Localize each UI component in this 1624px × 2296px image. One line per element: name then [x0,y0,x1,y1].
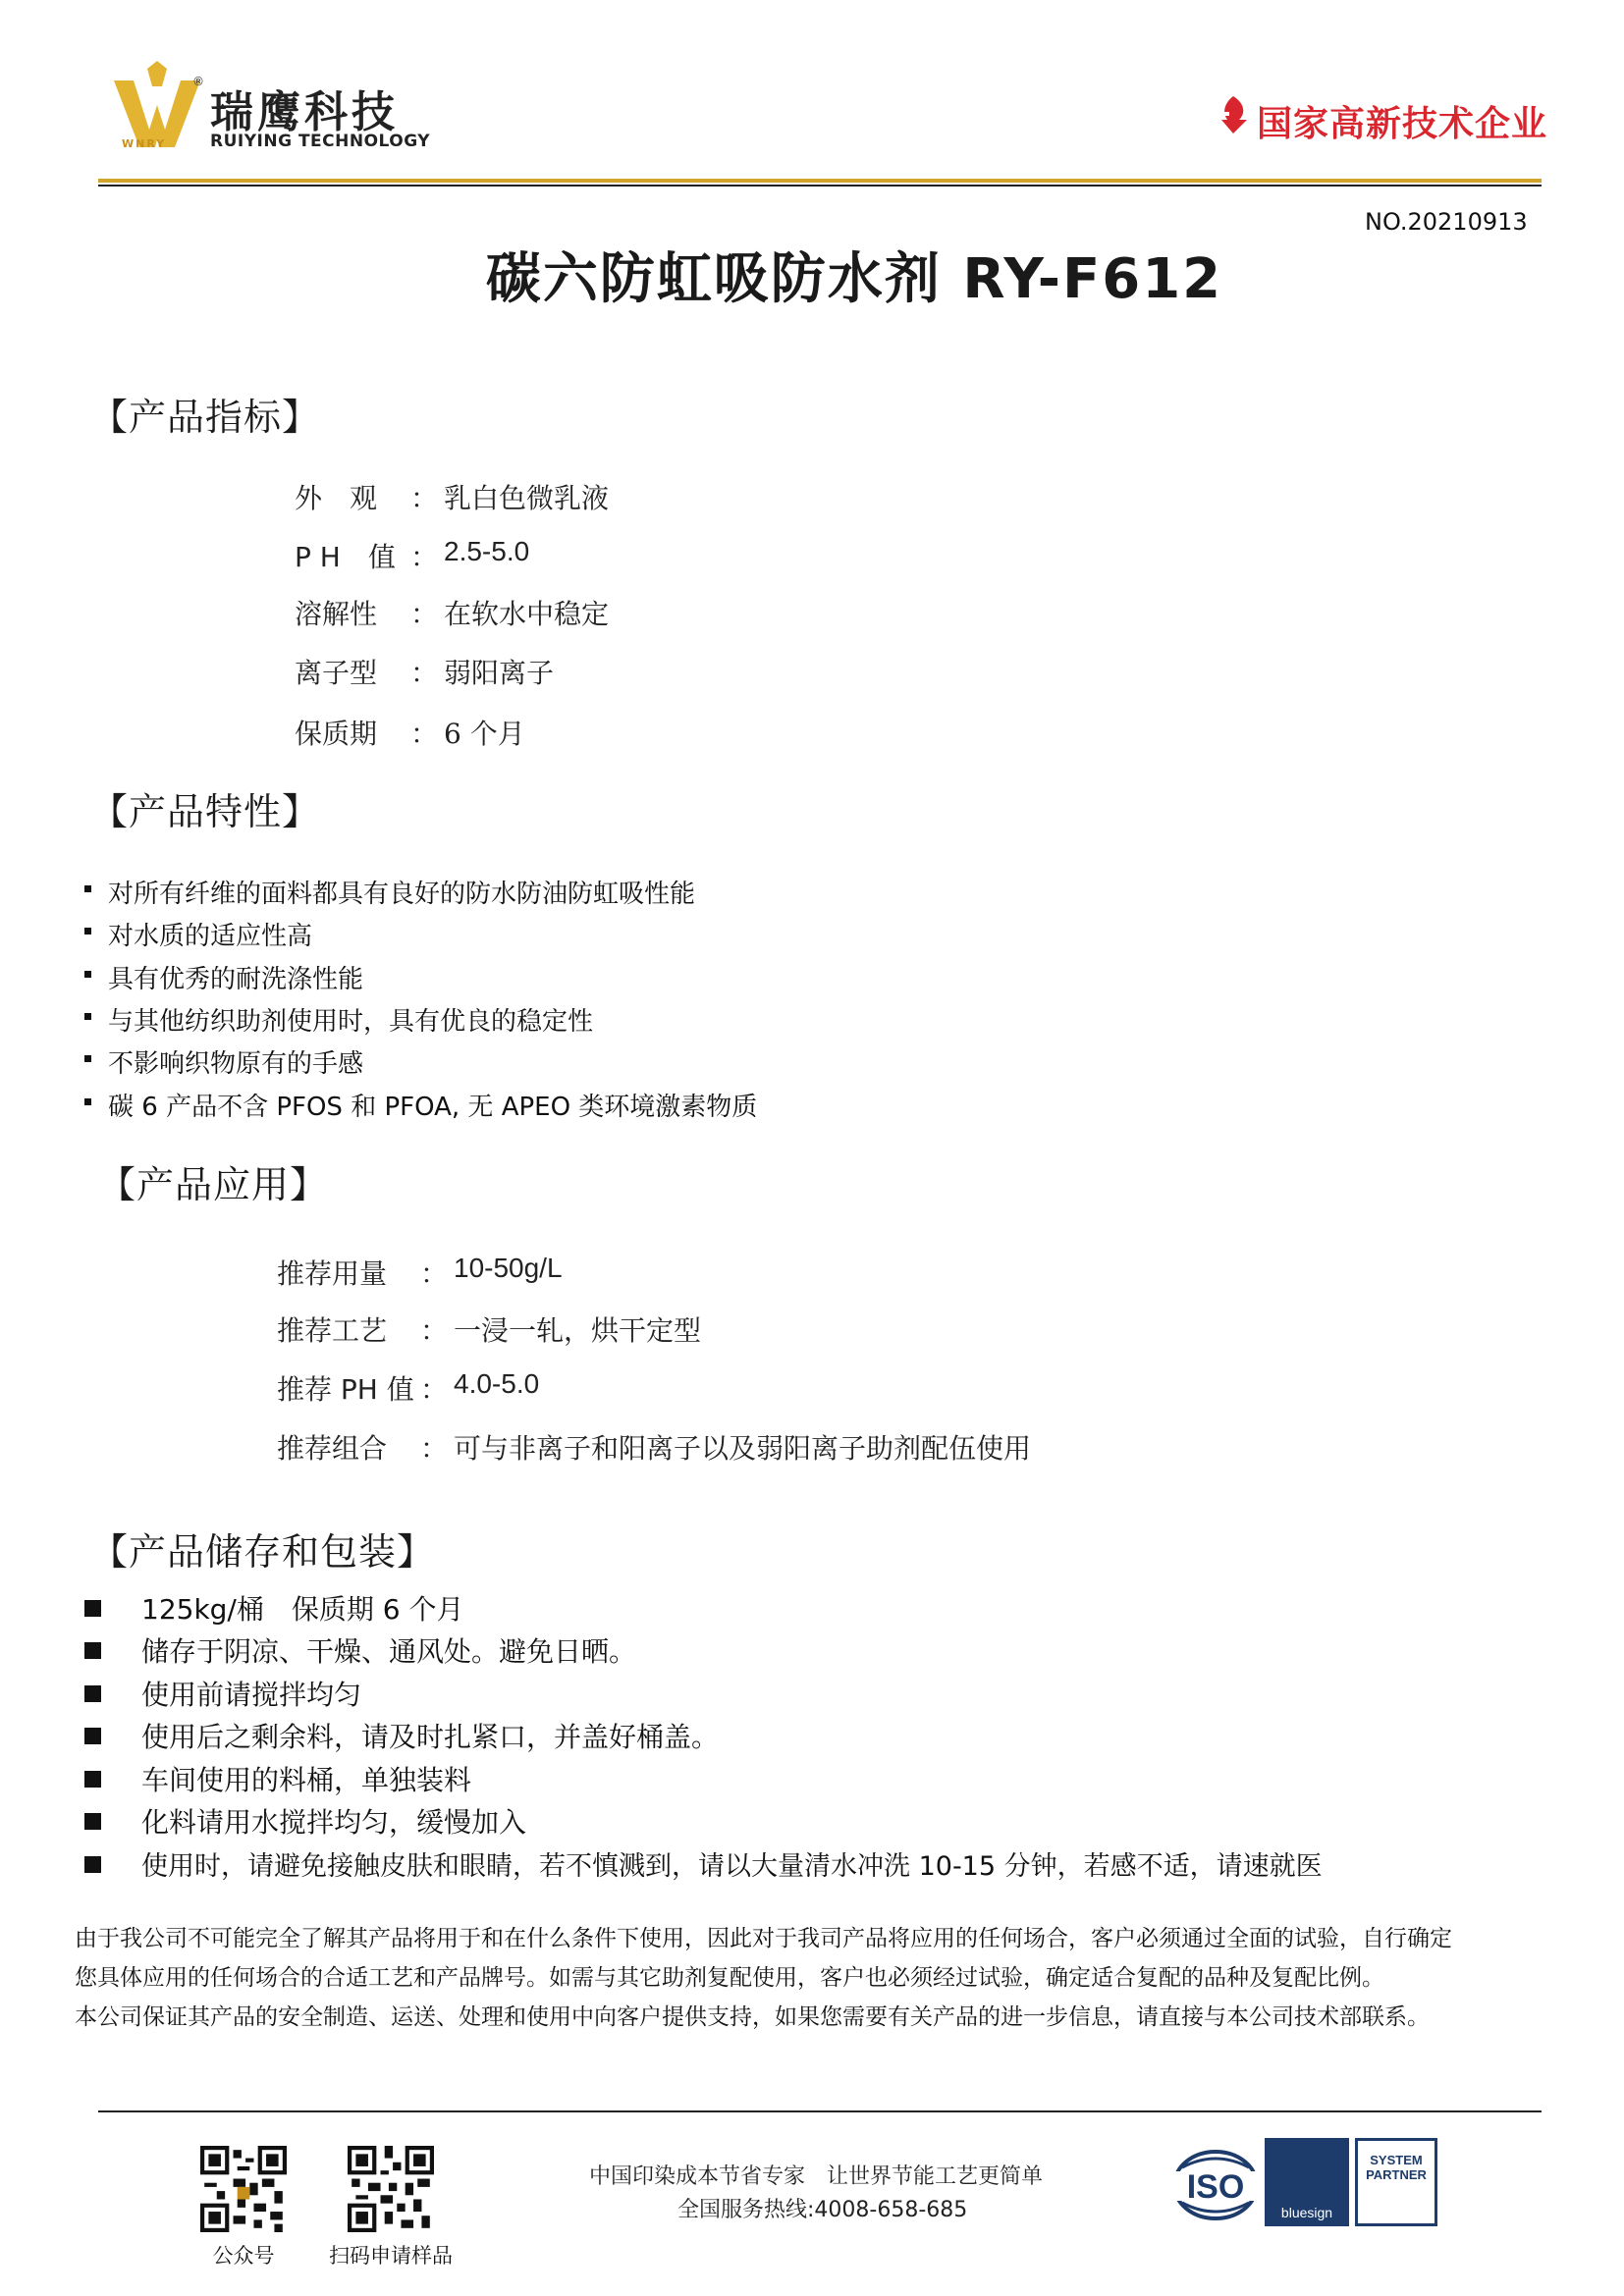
feature-text: 碳 6 产品不含 PFOS 和 PFOA, 无 APEO 类环境激素物质 [108,1093,758,1122]
spec-value: 乳白色微乳液 [444,482,610,514]
spec-label: 离子型 [295,657,378,689]
header-dark-rule [98,185,1542,187]
spec-colon: ： [410,718,439,750]
list-item [84,1087,1361,1122]
list-item [84,1716,1538,1755]
spec-value: 可与非离子和阳离子以及弱阳离子助剂配伍使用 [454,1432,1032,1465]
list-item [84,1630,1538,1670]
spec-value: 10-50g/L [454,1253,563,1283]
high-tech-enterprise-badge: 国家高新技术企业 [1257,104,1548,144]
spec-row [295,477,1080,516]
spec-value: 弱阳离子 [444,657,555,689]
disclaimer-line: 您具体应用的任何场合的合适工艺和产品牌号。如需与其它助剂复配使用，客户也必须经过试验，确定适合复配的品种及复配比例。 [75,1965,1384,1991]
feature-text: 不影响织物原有的手感 [108,1049,364,1079]
storage-text: 储存于阴凉、干燥、通风处。避免日晒。 [141,1635,637,1668]
feature-text: 对水质的适应性高 [108,922,313,951]
spec-label: 推荐 PH 值 [277,1373,414,1406]
list-item [84,959,1361,994]
document-number: NO.20210913 [1365,208,1528,236]
spec-colon: ： [410,482,439,514]
brand-name-cn: 瑞鹰科技 [210,87,399,137]
qr-caption: 公众号 [212,2244,275,2268]
bluesign-label: bluesign [1280,2205,1333,2220]
spec-colon: ： [420,1432,449,1465]
feature-text: 与其他纺织助剂使用时，具有优良的稳定性 [108,1007,594,1037]
spec-row [277,1309,1455,1349]
list-item [84,1844,1538,1884]
spec-row [295,593,1080,632]
partner-line-2: PARTNER [1366,2167,1427,2182]
iso-certification-icon [1170,2146,1261,2224]
header-gold-rule [98,179,1542,183]
bluesign-logo [1265,2138,1349,2226]
section-heading-application: 【产品应用】 [98,1163,329,1206]
partner-line-1: SYSTEM [1370,2153,1423,2167]
list-item [84,1759,1538,1798]
high-tech-enterprise-icon [1214,94,1253,135]
spec-colon: ： [410,657,439,689]
spec-label: 外 观 [295,482,378,514]
disclaimer-line: 本公司保证其产品的安全制造、运送、处理和使用中向客户提供支持，如果您需要有关产品的进一步信息，请直接与本公司技术部联系。 [75,2004,1430,2030]
spec-label: 推荐用量 [277,1257,388,1290]
storage-text: 125kg/桶 保质期 6 个月 [141,1593,464,1626]
spec-value: 一浸一轧，烘干定型 [454,1314,702,1347]
spec-label: P H 值 [295,541,396,573]
qr-code-icon[interactable] [348,2146,434,2232]
system-partner-logo [1355,2138,1437,2226]
bullet-icon [84,1055,91,1062]
spec-label: 溶解性 [295,598,378,630]
bullet-square-icon [84,1856,101,1873]
spec-row [277,1253,1455,1292]
system-partner-label [1358,2153,1435,2182]
footer-rule [98,2110,1542,2112]
brand-name-en: RUIYING TECHNOLOGY [210,132,431,151]
spec-colon: ： [410,598,439,630]
spec-row [277,1368,1455,1408]
bullet-square-icon [84,1771,101,1788]
spec-value: 4.0-5.0 [454,1368,540,1399]
feature-text: 对所有纤维的面料都具有良好的防水防油防虹吸性能 [108,880,696,909]
storage-text: 使用后之剩余料，请及时扎紧口，并盖好桶盖。 [141,1721,720,1753]
spec-colon: ： [420,1373,449,1406]
spec-value: 6 个月 [444,718,525,750]
footer-slogan: 中国印染成本节省专家 让世界节能工艺更简单 [589,2164,1044,2189]
spec-row [295,536,1080,575]
section-heading-storage: 【产品储存和包装】 [90,1530,436,1574]
bullet-icon [84,1013,91,1020]
storage-text: 使用前请搅拌均匀 [141,1679,362,1711]
list-item [84,1674,1538,1713]
bullet-square-icon [84,1728,101,1744]
bullet-square-icon [84,1813,101,1830]
list-item [84,1588,1538,1628]
section-heading-features: 【产品特性】 [90,790,321,833]
brand-tiny-text: WNRY [122,137,167,150]
spec-colon: ： [420,1257,449,1290]
list-item [84,916,1361,951]
list-item [84,1001,1361,1037]
bullet-icon [84,928,91,934]
service-hotline: 全国服务热线:4008-658-685 [677,2198,968,2222]
iso-label: ISO [1186,2168,1245,2206]
bullet-square-icon [84,1685,101,1702]
qr-code-icon[interactable] [200,2146,287,2232]
spec-colon: ： [420,1314,449,1347]
bullet-square-icon [84,1642,101,1659]
spec-row [295,652,1080,691]
page-title: 碳六防虹吸防水剂 RY-F612 [485,247,1223,311]
spec-label: 保质期 [295,718,378,750]
bullet-icon [84,971,91,978]
list-item [84,1801,1538,1841]
qr-caption: 扫码申请样品 [329,2244,453,2268]
spec-colon: ： [410,541,439,573]
spec-label: 推荐工艺 [277,1314,388,1347]
spec-value: 2.5-5.0 [444,536,530,566]
section-heading-indicators: 【产品指标】 [90,396,321,439]
feature-text: 具有优秀的耐洗涤性能 [108,965,364,994]
bullet-icon [84,885,91,892]
storage-text: 化料请用水搅拌均匀，缓慢加入 [141,1806,527,1839]
bullet-icon [84,1098,91,1105]
list-item [84,1043,1361,1079]
storage-text: 车间使用的料桶，单独装料 [141,1764,472,1796]
list-item [84,874,1361,909]
storage-text: 使用时，请避免接触皮肤和眼睛，若不慎溅到，请以大量清水冲洗 10-15 分钟，若感不适，请速就医 [141,1851,1323,1882]
spec-row [295,713,1080,752]
spec-row [277,1427,1455,1467]
registered-mark: ® [192,75,204,88]
bullet-square-icon [84,1600,101,1617]
spec-value: 在软水中稳定 [444,598,610,630]
spec-label: 推荐组合 [277,1432,388,1465]
disclaimer-line: 由于我公司不可能完全了解其产品将用于和在什么条件下使用，因此对于我司产品将应用的任何场合，客户必须通过全面的试验，自行确定 [75,1926,1452,1951]
